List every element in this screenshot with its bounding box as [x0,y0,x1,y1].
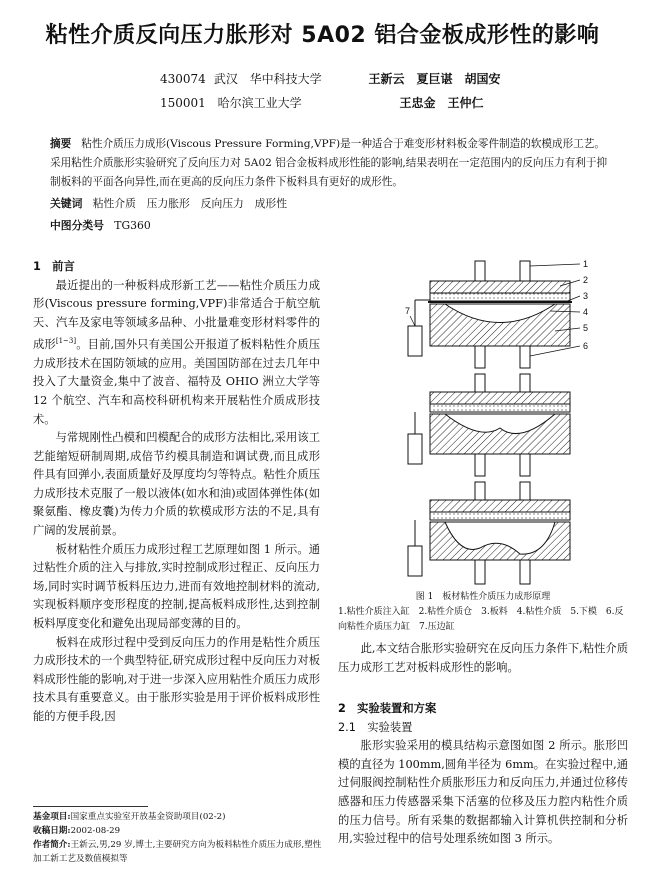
section-heading: 1 前言 [33,260,75,273]
stage-1-diagram [408,261,572,368]
paragraph: 板料在成形过程中受到反向压力的作用是粘性介质压力成形技术的一个典型特征,研究成形过程中反向压力对板料成形性能的影响,对于进一步深入应用粘性介质压力成形技术具有重要意义。由于胀形实验是用于评价板料成形性能的方便手段,因 [33,635,320,724]
clc-text: TG360 [114,219,151,232]
paragraph: 板材粘性介质压力成形过程工艺原理如图 1 所示。通过粘性介质的注入与排放,实时控制成形过程正、反向压力场,同时实时调节板料压边力,进而有效地控制材料的流动,实现板料顺序变形程度的控制,提高板料成形性,达到控制板料厚度变化和避免出现局部变薄的目的。 [33,542,320,631]
stage-3-diagram [408,482,570,584]
caption-title: 图 1 板材粘性介质压力成形原理 [415,592,551,602]
figure-caption [338,590,628,635]
institution: 哈尔滨工业大学 [217,96,302,110]
keywords-label: 关键词 [50,197,83,210]
right-column-top [338,640,628,677]
author-names: 王忠金 王仲仁 [399,96,484,110]
author-line-2 [160,94,484,111]
institution: 华中科技大学 [249,72,322,86]
paragraph: 此,本文结合胀形实验研究在反向压力条件下,粘性介质压力成形工艺对板料成形性的影响。 [338,642,628,674]
subsection-heading: 2.1 实验装置 [338,720,413,734]
label-5: 5 [583,323,589,333]
right-column-bottom [338,700,628,849]
footnote: 作者简介:王新云,男,29 岁,博士,主要研究方向为板料粘性介质压力成形,塑性加工新工艺及数值模拟等 [33,840,322,864]
city: 武汉 [213,72,238,86]
footnotes [33,810,323,866]
keywords-text: 粘性介质 压力胀形 反向压力 成形性 [92,197,288,210]
author-line-1 [160,70,501,87]
abstract-label: 摘要 [50,138,72,150]
label-3: 3 [583,291,589,301]
label-6: 6 [583,341,589,351]
paragraph: 胀形实验采用的模具结构示意图如图 2 所示。胀形凹模的直径为 100mm,圆角半径为 6mm。在实验过程中,通过伺服阀控制粘性介质胀形压力和反向压力,并通过位移传感器和压力传感器采集下活塞的位移及压力腔内粘性介质的压力信号。所有采集的数据都输入计算机供控制和分析用,实验过程中的信号处理系统如图 3 所示。 [338,739,628,846]
label-4: 4 [583,307,589,317]
clc-number [50,218,151,233]
stage-2-diagram [408,374,570,476]
keywords [50,196,287,211]
footnote-divider [33,806,148,807]
label-7: 7 [405,306,411,316]
abstract-text: 粘性介质压力成形(Viscous Pressure Forming,VPF)是一种适合于难变形材料板金零件制造的软模成形工艺。采用粘性介质胀形实验研究了反向压力对 5A02 铝合金板料成形性能的影响,结果表明在一定范围内的反向压力有利于抑制板料的平面各向异性,而在更高的反向压力条件下板料具有更好的成形性。 [50,138,608,188]
forming-principle-figure [400,256,600,596]
footnote: 收稿日期:2002-08-29 [33,826,121,836]
label-2: 2 [583,275,589,285]
caption-legend: 1.粘性介质注入缸 2.粘性介质仓 3.板料 4.粘性介质 5.下模 6.反向粘性介质压力缸 7.压边缸 [338,607,624,632]
label-1: 1 [583,259,589,269]
author-names: 王新云 夏巨谌 胡国安 [368,72,501,86]
postal-code: 150001 [160,96,206,110]
footnote: 基金项目:国家重点实验室开放基金资助项目(02-2) [33,812,226,822]
left-column [33,258,320,727]
paragraph: 与常规刚性凸模和凹模配合的成形方法相比,采用该工艺能缩短研制周期,成倍节约模具制造和调试费,而且成形件具有回弹小,表面质量好及厚度均匀等特点。粘性介质压力成形技术克服了一般以液体(如水和油)或固体弹性体(如聚氨酯、橡皮囊)为传力介质的软模成形方法的不足,具有广阔的发展前景。 [33,431,320,538]
section-heading: 2 实验装置和方案 [338,702,437,715]
citation: [1~3] [55,337,77,346]
paper-title: 粘性介质反向压力胀形对 5A02 铝合金板成形性的影响 [45,23,600,48]
abstract [50,135,610,192]
paragraph: 最近提出的一种板料成形新工艺——粘性介质压力成形(Viscous pressure forming,VPF)非常适合于航空航天、汽车及家电等领域多品种、小批量难变形材料零件的成形[1~3]。目前,国外只有美国公开报道了板料粘性介质压力成形技术在国防领域的应用。美国国防部在过去几年中投入了大量资金,集中了波音、福特及 OHIO 洲立大学等 12 个航空、汽车和高校科研机构来开展粘性介质成形技术。 [33,278,320,426]
clc-label: 中图分类号 [50,219,104,232]
postal-code: 430074 [160,72,206,86]
